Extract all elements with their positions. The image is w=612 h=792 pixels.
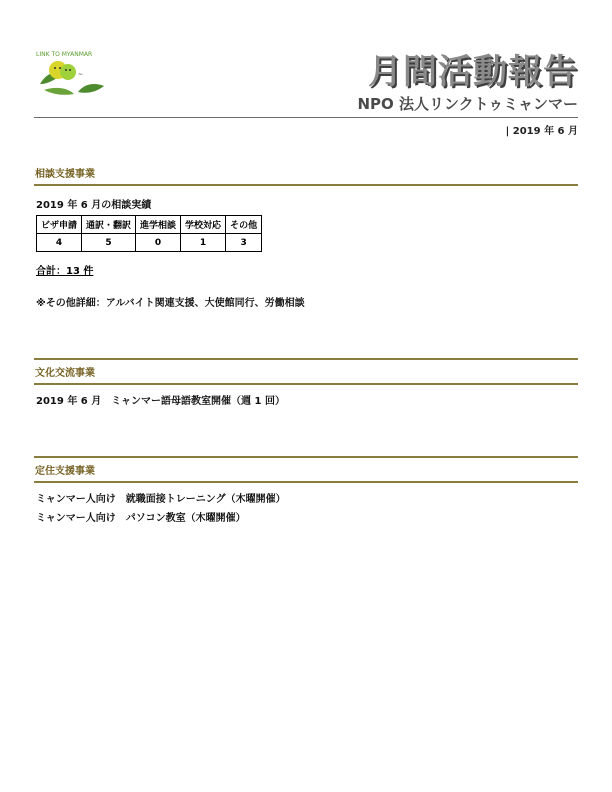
- settlement-line: ミャンマー人向け パソコン教室（木曜開催）: [36, 513, 246, 524]
- table-header-row: [37, 216, 262, 234]
- table-cell: 1: [181, 234, 226, 252]
- table-header-cell: 進学相談: [136, 216, 181, 234]
- table-cell: 5: [82, 234, 136, 252]
- table-cell: 0: [136, 234, 181, 252]
- organization-name: NPO 法人リンクトゥミャンマー: [357, 95, 578, 113]
- section-heading-cultural: 文化交流事業: [35, 368, 95, 379]
- section-settlement: [34, 456, 578, 483]
- section-divider: [34, 383, 578, 385]
- table-cell: 4: [37, 234, 82, 252]
- logo-text: LINK TO MYANMAR: [36, 51, 93, 58]
- svg-text:~: ~: [78, 71, 84, 78]
- section-divider: [34, 184, 578, 186]
- section-cultural: [34, 358, 578, 385]
- report-date: | 2019 年 6 月: [505, 126, 578, 137]
- section-heading-consultation: 相談支援事業: [35, 169, 95, 180]
- table-cell: 3: [226, 234, 262, 252]
- consultation-table: [36, 215, 262, 252]
- table-header-cell: 学校対応: [181, 216, 226, 234]
- section-divider: [34, 481, 578, 483]
- organization-logo: [34, 46, 108, 96]
- consultation-subtitle: 2019 年 6 月の相談実績: [36, 200, 152, 211]
- table-header-cell: 通訳・翻訳: [82, 216, 136, 234]
- table-row: [37, 234, 262, 252]
- table-header-cell: ビザ申請: [37, 216, 82, 234]
- cultural-line: 2019 年 6 月 ミャンマー語母語教室開催（週 1 回）: [36, 396, 285, 407]
- section-heading-settlement: 定住支援事業: [35, 466, 95, 477]
- page-title: 月間活動報告: [368, 52, 578, 92]
- consultation-details: ※その他詳細：アルバイト関連支援、大使館同行、労働相談: [36, 298, 305, 309]
- settlement-line: ミャンマー人向け 就職面接トレーニング（木曜開催）: [36, 494, 286, 505]
- section-consultation: [34, 161, 578, 186]
- table-header-cell: その他: [226, 216, 262, 234]
- consultation-total: 合計：13 件: [36, 266, 94, 277]
- header-divider: [34, 117, 578, 118]
